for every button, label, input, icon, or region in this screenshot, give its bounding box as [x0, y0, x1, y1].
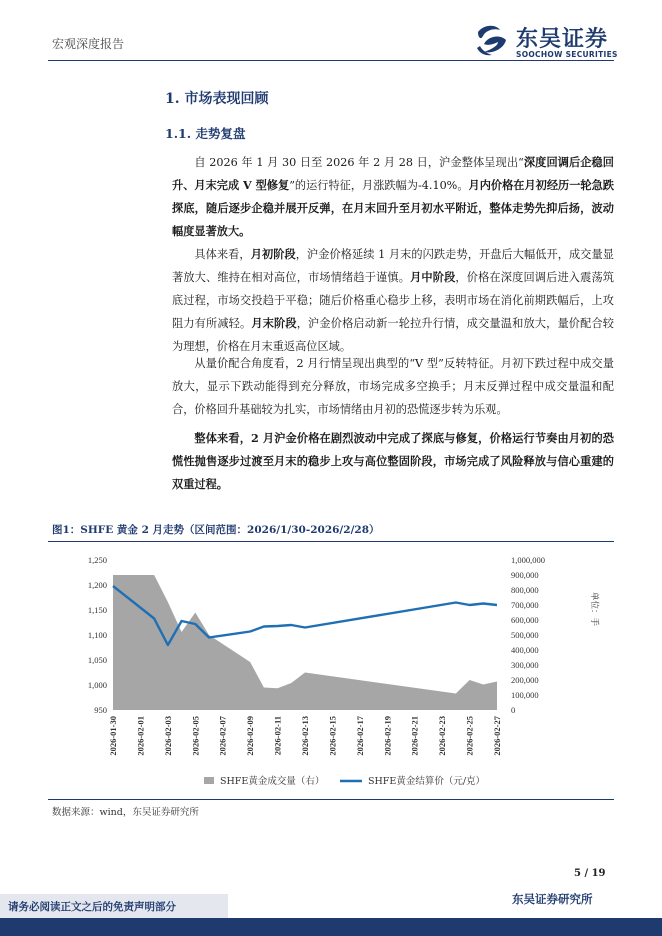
y-left-tick-label: 1,000 — [87, 680, 107, 690]
y-right-tick-label: 200,000 — [511, 675, 539, 685]
legend-swatch-volume — [204, 777, 214, 784]
y-right-tick-label: 300,000 — [511, 660, 539, 670]
y-left-tick-label: 1,100 — [87, 630, 107, 640]
y-left-tick-label: 1,200 — [87, 580, 107, 590]
y-right-tick-label: 1,000,000 — [511, 555, 545, 565]
text-run: 月末阶段 — [251, 316, 297, 330]
text-run: 月中阶段 — [410, 270, 456, 284]
x-tick-label: 2026-02-19 — [382, 716, 393, 756]
y-right-tick-label: 400,000 — [511, 645, 539, 655]
y-right-tick-label: 600,000 — [511, 615, 539, 625]
y-left-tick-label: 1,050 — [87, 655, 107, 665]
x-tick-label: 2026-02-05 — [190, 716, 201, 756]
text-run: 月内价格在月初经历一轮急跌探底，随后逐步企稳并展开反弹，在月末回升至月初水平附近，整体走势先抑后扬，波动幅度显著放大。 — [172, 178, 614, 238]
figure-title: 图1：SHFE 黄金 2 月走势（区间范围：2026/1/30-2026/2/28） — [52, 524, 380, 536]
x-tick-label: 2026-02-23 — [437, 716, 448, 756]
footer-disclaimer: 请务必阅读正文之后的免责声明部分 — [8, 901, 176, 913]
x-tick-label: 2026-02-11 — [272, 716, 283, 756]
figure-source: 数据来源：wind，东吴证券研究所 — [52, 807, 199, 818]
subsection-heading: 1.1. 走势复盘 — [165, 126, 246, 141]
text-run: ，沪金价格启动新一轮拉升行情，成交量温和放大，量价配合较为理想，价格在月末重返高位区域。 — [172, 317, 614, 353]
y-right-tick-label: 800,000 — [511, 585, 539, 595]
footer-bar — [0, 918, 662, 936]
text-run: 从量价配合角度看，2 月行情呈现出典型的“V 型”反转特征。月初下跌过程中成交量放大，显示下跌动能得到充分释放，市场完成多空换手；月末反弹过程中成交量温和配合，价格回升基础较为扎实，市场情绪由月初的恐慌逐步转为乐观。 — [172, 357, 614, 416]
x-tick-label: 2026-02-13 — [300, 716, 310, 756]
x-tick-label: 2026-02-15 — [327, 716, 338, 756]
y-left-tick-label: 950 — [94, 705, 107, 715]
legend-label-volume: SHFE黄金成交量（右） — [220, 776, 325, 787]
y-right-tick-label: 0 — [511, 705, 516, 715]
text-run: 深度回调后企稳回升、月末完成 V 型修复 — [172, 155, 614, 192]
x-tick-label: 2026-01-30 — [108, 716, 118, 756]
text-run: ”的运行特征，月涨跌幅为-4.10%。 — [289, 179, 469, 192]
y-right-tick-label: 900,000 — [511, 570, 539, 580]
logo-chinese-name: 东吴证券 — [516, 27, 609, 52]
y-right-tick-label: 500,000 — [511, 630, 539, 640]
x-tick-label: 2026-02-07 — [217, 716, 228, 756]
text-run: 整体来看，2 月沪金价格在剧烈波动中完成了探底与修复，价格运行节奏由月初的恐慌性抛售逐步过渡至月末的稳步上攻与高位整固阶段，市场完成了风险释放与信心重建的双重过程。 — [172, 431, 614, 491]
x-tick-label: 2026-02-03 — [162, 716, 173, 756]
y-right-unit-label: 单位：手 — [589, 592, 599, 627]
section-heading: 1. 市场表现回顾 — [165, 91, 269, 107]
text-run: 月初阶段 — [250, 247, 296, 261]
x-tick-label: 2026-02-09 — [245, 716, 256, 756]
y-left-tick-label: 1,150 — [87, 605, 107, 615]
figure-bottom-rule — [48, 799, 614, 800]
x-tick-label: 2026-02-17 — [354, 716, 365, 756]
x-tick-label: 2026-02-21 — [409, 716, 420, 756]
y-left-tick-label: 1,250 — [87, 555, 107, 565]
text-run: ，沪金价格延续 1 月末的闪跌走势，开盘后大幅低开，成交量显著放大、维持在相对高位，市场情绪趋于谨慎。 — [172, 248, 614, 284]
legend-label-price: SHFE黄金结算价（元/克） — [368, 776, 486, 787]
x-tick-label: 2026-02-01 — [135, 716, 146, 756]
report-type: 宏观深度报告 — [52, 37, 125, 51]
text-run: 自 2026 年 1 月 30 日至 2026 年 2 月 28 日，沪金整体呈现出“ — [194, 156, 524, 169]
footer-institution: 东吴证券研究所 — [512, 892, 593, 906]
text-run: 具体来看， — [194, 248, 251, 261]
text-run: ，价格在深度回调后进入震荡筑底过程，市场交投趋于平稳；随后价格重心稳步上移，表明市场在消化前期跌幅后，上攻阻力有所减轻。 — [172, 271, 614, 330]
y-right-tick-label: 100,000 — [511, 690, 539, 700]
x-tick-label: 2026-02-27 — [492, 716, 502, 756]
page-number: 5 / 19 — [574, 868, 606, 879]
logo-english-name: SOOCHOW SECURITIES — [516, 50, 618, 59]
y-right-tick-label: 700,000 — [511, 600, 539, 610]
x-tick-label: 2026-02-25 — [464, 716, 475, 756]
